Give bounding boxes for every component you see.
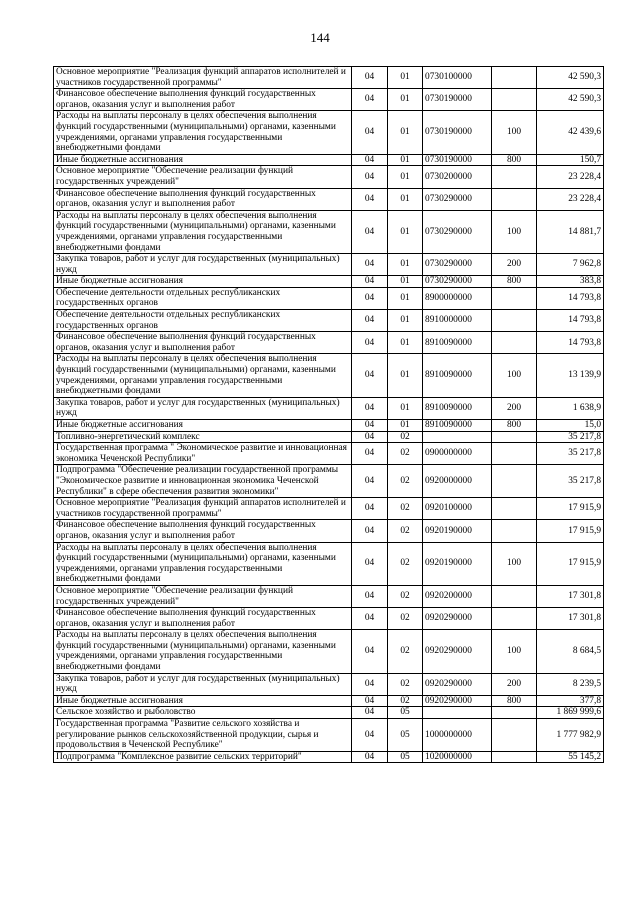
row-section-cell: 04: [352, 354, 388, 397]
row-name-cell: Иные бюджетные ассигнования: [54, 154, 352, 166]
row-expense-type-cell: [492, 89, 537, 111]
row-amount-cell: 17 301,8: [537, 608, 604, 630]
row-name-cell: Основное мероприятие "Реализация функций аппаратов исполнителей и участников государственной программы": [54, 67, 352, 89]
row-subsection-cell: 01: [388, 276, 423, 288]
row-section-cell: 04: [352, 188, 388, 210]
row-section-cell: 04: [352, 310, 388, 332]
row-amount-cell: 42 590,3: [537, 67, 604, 89]
table-row: [54, 431, 604, 443]
row-amount-cell: 383,8: [537, 276, 604, 288]
row-target-code-cell: 0920290000: [423, 608, 492, 630]
row-section-cell: 04: [352, 332, 388, 354]
row-amount-cell: 1 638,9: [537, 397, 604, 419]
row-target-code-cell: 0920290000: [423, 630, 492, 673]
row-subsection-cell: 02: [388, 498, 423, 520]
row-expense-type-cell: 200: [492, 673, 537, 695]
row-subsection-cell: 01: [388, 166, 423, 188]
row-target-code-cell: 0920200000: [423, 585, 492, 607]
row-amount-cell: 17 915,9: [537, 498, 604, 520]
row-target-code-cell: 8910090000: [423, 420, 492, 432]
row-amount-cell: 13 139,9: [537, 354, 604, 397]
table-row: [54, 608, 604, 630]
row-amount-cell: 17 915,9: [537, 542, 604, 585]
row-name-cell: Топливно-энергетический комплекс: [54, 431, 352, 443]
row-expense-type-cell: [492, 719, 537, 752]
row-target-code-cell: 8910000000: [423, 310, 492, 332]
row-subsection-cell: 01: [388, 332, 423, 354]
table-row: [54, 89, 604, 111]
row-name-cell: Финансовое обеспечение выполнения функций государственных органов, оказания услуг и выполнения работ: [54, 188, 352, 210]
row-amount-cell: 42 439,6: [537, 111, 604, 154]
row-expense-type-cell: [492, 188, 537, 210]
table-row: [54, 542, 604, 585]
table-row: [54, 443, 604, 465]
table-row: [54, 707, 604, 719]
row-expense-type-cell: [492, 166, 537, 188]
row-amount-cell: 7 962,8: [537, 254, 604, 276]
row-amount-cell: 23 228,4: [537, 166, 604, 188]
table-row: [54, 332, 604, 354]
table-row: [54, 254, 604, 276]
row-amount-cell: 23 228,4: [537, 188, 604, 210]
table-row: [54, 465, 604, 498]
row-expense-type-cell: [492, 310, 537, 332]
table-row: [54, 673, 604, 695]
row-expense-type-cell: 800: [492, 276, 537, 288]
row-target-code-cell: 8910090000: [423, 354, 492, 397]
row-section-cell: 04: [352, 443, 388, 465]
row-section-cell: 04: [352, 431, 388, 443]
row-target-code-cell: 0920190000: [423, 542, 492, 585]
row-target-code-cell: 0920000000: [423, 465, 492, 498]
row-expense-type-cell: [492, 520, 537, 542]
row-expense-type-cell: 800: [492, 695, 537, 707]
row-name-cell: Расходы на выплаты персоналу в целях обеспечения выполнения функций государственными (муниципальными) органами, казенными учреждениями, органами управления государственными внебюджетными фондами: [54, 354, 352, 397]
table-row: [54, 630, 604, 673]
row-target-code-cell: 0730290000: [423, 276, 492, 288]
row-subsection-cell: 02: [388, 585, 423, 607]
row-name-cell: Подпрограмма "Обеспечение реализации государственной программы "Экономическое развитие и инновационная экономика Чеченской Республики" в сфере обеспечения развития экономики": [54, 465, 352, 498]
row-amount-cell: 14 793,8: [537, 332, 604, 354]
row-section-cell: 04: [352, 630, 388, 673]
row-expense-type-cell: [492, 707, 537, 719]
row-expense-type-cell: [492, 751, 537, 763]
table-row: [54, 287, 604, 309]
row-section-cell: 04: [352, 287, 388, 309]
row-section-cell: 04: [352, 166, 388, 188]
row-amount-cell: 8 684,5: [537, 630, 604, 673]
row-amount-cell: 35 217,8: [537, 443, 604, 465]
row-name-cell: Расходы на выплаты персоналу в целях обеспечения выполнения функций государственными (муниципальными) органами, казенными учреждениями, органами управления государственными внебюджетными фондами: [54, 111, 352, 154]
row-target-code-cell: 0730290000: [423, 210, 492, 253]
row-section-cell: 04: [352, 608, 388, 630]
row-subsection-cell: 01: [388, 354, 423, 397]
row-expense-type-cell: 800: [492, 420, 537, 432]
row-subsection-cell: 02: [388, 630, 423, 673]
row-expense-type-cell: 800: [492, 154, 537, 166]
row-subsection-cell: 02: [388, 431, 423, 443]
row-expense-type-cell: [492, 498, 537, 520]
row-amount-cell: 17 301,8: [537, 585, 604, 607]
row-subsection-cell: 02: [388, 520, 423, 542]
table-row: [54, 188, 604, 210]
row-target-code-cell: 0730190000: [423, 111, 492, 154]
row-subsection-cell: 01: [388, 89, 423, 111]
row-name-cell: Закупка товаров, работ и услуг для государственных (муниципальных) нужд: [54, 254, 352, 276]
row-target-code-cell: 0730190000: [423, 154, 492, 166]
row-name-cell: Финансовое обеспечение выполнения функций государственных органов, оказания услуг и выполнения работ: [54, 89, 352, 111]
row-section-cell: 04: [352, 707, 388, 719]
row-name-cell: Иные бюджетные ассигнования: [54, 420, 352, 432]
row-target-code-cell: [423, 707, 492, 719]
row-subsection-cell: 05: [388, 751, 423, 763]
row-name-cell: Расходы на выплаты персоналу в целях обеспечения выполнения функций государственными (муниципальными) органами, казенными учреждениями, органами управления государственными внебюджетными фондами: [54, 630, 352, 673]
row-expense-type-cell: 100: [492, 111, 537, 154]
row-target-code-cell: 0730100000: [423, 67, 492, 89]
row-section-cell: 04: [352, 695, 388, 707]
row-amount-cell: 15,0: [537, 420, 604, 432]
row-section-cell: 04: [352, 397, 388, 419]
row-target-code-cell: 0730290000: [423, 254, 492, 276]
table-row: [54, 397, 604, 419]
row-target-code-cell: [423, 431, 492, 443]
row-expense-type-cell: 100: [492, 354, 537, 397]
table-row: [54, 154, 604, 166]
row-expense-type-cell: 200: [492, 397, 537, 419]
budget-table-body: [54, 67, 604, 763]
row-amount-cell: 150,7: [537, 154, 604, 166]
row-amount-cell: 8 239,5: [537, 673, 604, 695]
row-expense-type-cell: [492, 332, 537, 354]
row-section-cell: 04: [352, 210, 388, 253]
row-name-cell: Основное мероприятие "Реализация функций аппаратов исполнителей и участников государственной программы": [54, 498, 352, 520]
table-row: [54, 719, 604, 752]
row-expense-type-cell: [492, 287, 537, 309]
row-section-cell: 04: [352, 542, 388, 585]
table-row: [54, 498, 604, 520]
table-row: [54, 276, 604, 288]
row-section-cell: 04: [352, 254, 388, 276]
row-name-cell: Расходы на выплаты персоналу в целях обеспечения выполнения функций государственными (муниципальными) органами, казенными учреждениями, органами управления государственными внебюджетными фондами: [54, 542, 352, 585]
row-name-cell: Закупка товаров, работ и услуг для государственных (муниципальных) нужд: [54, 397, 352, 419]
table-row: [54, 695, 604, 707]
row-amount-cell: 42 590,3: [537, 89, 604, 111]
page-number: 144: [310, 30, 330, 45]
table-row: [54, 585, 604, 607]
row-target-code-cell: 0730200000: [423, 166, 492, 188]
table-row: [54, 420, 604, 432]
table-row: [54, 111, 604, 154]
row-section-cell: 04: [352, 276, 388, 288]
row-subsection-cell: 02: [388, 608, 423, 630]
row-subsection-cell: 02: [388, 443, 423, 465]
row-subsection-cell: 01: [388, 397, 423, 419]
row-expense-type-cell: 100: [492, 542, 537, 585]
row-amount-cell: 1 869 999,6: [537, 707, 604, 719]
row-target-code-cell: 8900000000: [423, 287, 492, 309]
row-expense-type-cell: [492, 431, 537, 443]
row-target-code-cell: 0920100000: [423, 498, 492, 520]
row-subsection-cell: 02: [388, 542, 423, 585]
row-target-code-cell: 1020000000: [423, 751, 492, 763]
row-subsection-cell: 01: [388, 154, 423, 166]
row-amount-cell: 35 217,8: [537, 465, 604, 498]
row-subsection-cell: 01: [388, 111, 423, 154]
table-row: [54, 210, 604, 253]
row-section-cell: 04: [352, 465, 388, 498]
row-expense-type-cell: [492, 608, 537, 630]
row-subsection-cell: 01: [388, 420, 423, 432]
row-subsection-cell: 01: [388, 188, 423, 210]
row-section-cell: 04: [352, 585, 388, 607]
row-target-code-cell: 0730290000: [423, 188, 492, 210]
row-name-cell: Финансовое обеспечение выполнения функций государственных органов, оказания услуг и выполнения работ: [54, 520, 352, 542]
row-subsection-cell: 02: [388, 695, 423, 707]
row-subsection-cell: 01: [388, 67, 423, 89]
row-subsection-cell: 01: [388, 210, 423, 253]
row-target-code-cell: 0920290000: [423, 673, 492, 695]
row-amount-cell: 35 217,8: [537, 431, 604, 443]
row-amount-cell: 14 793,8: [537, 287, 604, 309]
row-name-cell: Основное мероприятие "Обеспечение реализации функций государственных учреждений": [54, 166, 352, 188]
row-section-cell: 04: [352, 111, 388, 154]
row-subsection-cell: 01: [388, 254, 423, 276]
row-name-cell: Сельское хозяйство и рыболовство: [54, 707, 352, 719]
row-subsection-cell: 05: [388, 719, 423, 752]
row-section-cell: 04: [352, 719, 388, 752]
row-target-code-cell: 8910090000: [423, 332, 492, 354]
row-target-code-cell: 1000000000: [423, 719, 492, 752]
row-expense-type-cell: 100: [492, 210, 537, 253]
row-name-cell: Финансовое обеспечение выполнения функций государственных органов, оказания услуг и выполнения работ: [54, 608, 352, 630]
row-target-code-cell: 0920290000: [423, 695, 492, 707]
row-subsection-cell: 01: [388, 287, 423, 309]
table-row: [54, 520, 604, 542]
row-amount-cell: 1 777 982,9: [537, 719, 604, 752]
row-section-cell: 04: [352, 89, 388, 111]
row-name-cell: Закупка товаров, работ и услуг для государственных (муниципальных) нужд: [54, 673, 352, 695]
row-expense-type-cell: 100: [492, 630, 537, 673]
row-name-cell: Государственная программа " Экономическое развитие и инновационная экономика Чеченской Республики": [54, 443, 352, 465]
row-subsection-cell: 02: [388, 465, 423, 498]
row-amount-cell: 14 881,7: [537, 210, 604, 253]
budget-table: [53, 66, 604, 763]
row-target-code-cell: 0900000000: [423, 443, 492, 465]
row-name-cell: Подпрограмма "Комплексное развитие сельских территорий": [54, 751, 352, 763]
row-name-cell: Иные бюджетные ассигнования: [54, 276, 352, 288]
row-name-cell: Обеспечение деятельности отдельных республиканских государственных органов: [54, 310, 352, 332]
row-section-cell: 04: [352, 154, 388, 166]
row-expense-type-cell: [492, 465, 537, 498]
row-section-cell: 04: [352, 520, 388, 542]
row-name-cell: Государственная программа "Развитие сельского хозяйства и регулирование рынков сельскохозяйственной продукции, сырья и продовольствия в Чеченской Республике": [54, 719, 352, 752]
row-expense-type-cell: [492, 443, 537, 465]
row-amount-cell: 14 793,8: [537, 310, 604, 332]
row-expense-type-cell: [492, 67, 537, 89]
row-subsection-cell: 05: [388, 707, 423, 719]
row-name-cell: Расходы на выплаты персоналу в целях обеспечения выполнения функций государственными (муниципальными) органами, казенными учреждениями, органами управления государственными внебюджетными фондами: [54, 210, 352, 253]
row-amount-cell: 55 145,2: [537, 751, 604, 763]
row-subsection-cell: 02: [388, 673, 423, 695]
row-name-cell: Иные бюджетные ассигнования: [54, 695, 352, 707]
table-row: [54, 310, 604, 332]
row-name-cell: Основное мероприятие "Обеспечение реализации функций государственных учреждений": [54, 585, 352, 607]
table-row: [54, 67, 604, 89]
row-name-cell: Финансовое обеспечение выполнения функций государственных органов, оказания услуг и выполнения работ: [54, 332, 352, 354]
row-target-code-cell: 8910090000: [423, 397, 492, 419]
row-name-cell: Обеспечение деятельности отдельных республиканских государственных органов: [54, 287, 352, 309]
row-target-code-cell: 0730190000: [423, 89, 492, 111]
row-target-code-cell: 0920190000: [423, 520, 492, 542]
row-section-cell: 04: [352, 673, 388, 695]
table-row: [54, 751, 604, 763]
row-section-cell: 04: [352, 751, 388, 763]
row-amount-cell: 377,8: [537, 695, 604, 707]
table-row: [54, 354, 604, 397]
row-expense-type-cell: 200: [492, 254, 537, 276]
row-amount-cell: 17 915,9: [537, 520, 604, 542]
table-row: [54, 166, 604, 188]
row-section-cell: 04: [352, 420, 388, 432]
row-section-cell: 04: [352, 498, 388, 520]
row-expense-type-cell: [492, 585, 537, 607]
row-section-cell: 04: [352, 67, 388, 89]
row-subsection-cell: 01: [388, 310, 423, 332]
